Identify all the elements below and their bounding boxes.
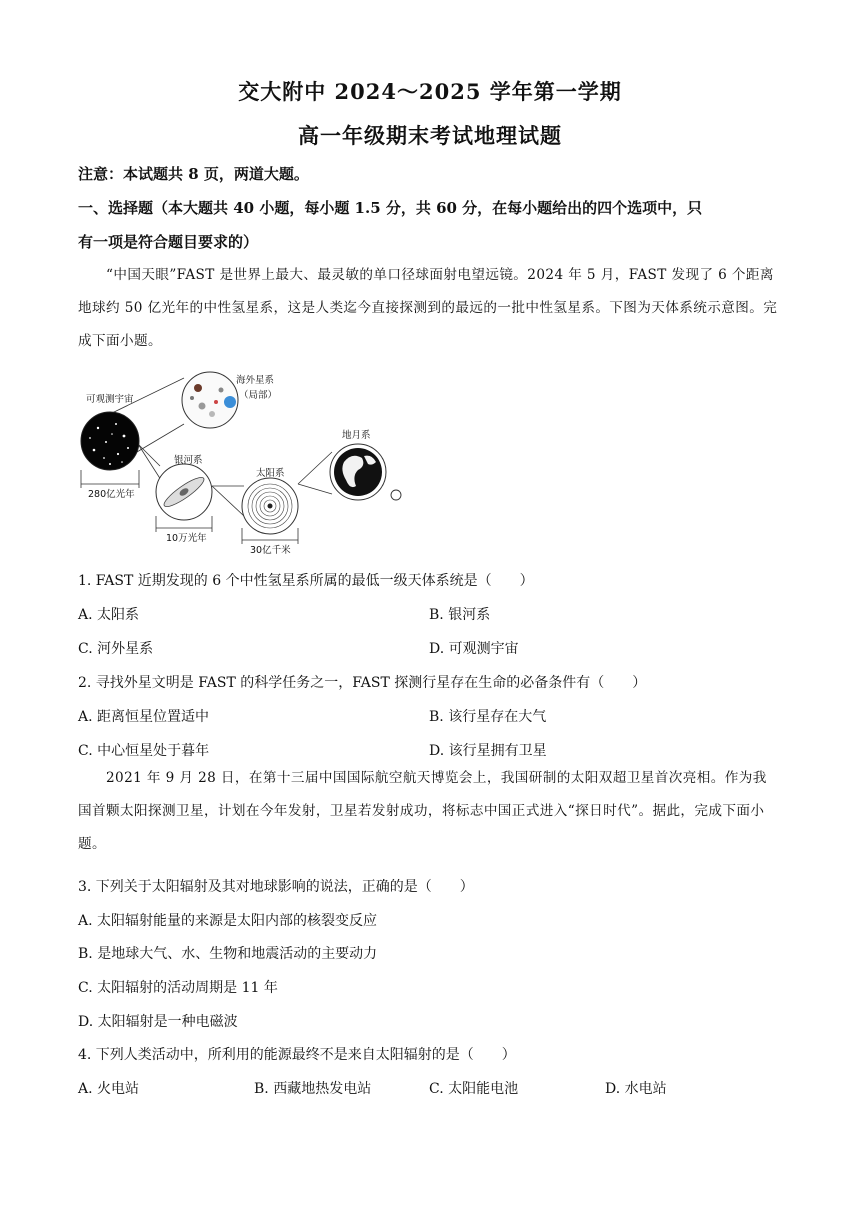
question-1-option-a[interactable]: A. 太阳系 bbox=[78, 607, 140, 623]
question-4-option-b[interactable]: B. 西藏地热发电站 bbox=[254, 1081, 372, 1097]
question-1-stem: 1. FAST 近期发现的 6 个中性氢星系所属的最低一级天体系统是（ ） bbox=[78, 573, 534, 589]
exam-notice: 注意：本试题共 8 页，两道大题。 bbox=[78, 165, 309, 183]
section-heading-line1: 一、选择题（本大题共 40 小题，每小题 1.5 分，共 60 分，在每小题给出的四个选项中，只 bbox=[78, 199, 703, 217]
exam-title-line2: 高一年级期末考试地理试题 bbox=[298, 123, 562, 148]
question-3-option-c[interactable]: C. 太阳辐射的活动周期是 11 年 bbox=[78, 980, 278, 996]
passage-fast: “中国天眼”FAST 是世界上最大、最灵敏的单口径球面射电望远镜。2024 年 5 月，FAST 发现了 6 个距离地球约 50 亿光年的中性氢星系，这是人类迄今直接探测到的最远的一批中性氢星系。下图为天体系统示意图。完成下面小题。 bbox=[78, 267, 778, 349]
label-partial: （局部） bbox=[239, 390, 278, 401]
label-earth-moon: 地月系 bbox=[342, 430, 371, 441]
label-dim-universe: 280亿光年 bbox=[88, 489, 135, 500]
question-4-stem: 4. 下列人类活动中，所利用的能源最终不是来自太阳辐射的是（ ） bbox=[78, 1047, 516, 1063]
question-3-option-a[interactable]: A. 太阳辐射能量的来源是太阳内部的核裂变反应 bbox=[78, 913, 378, 929]
label-solar-system: 太阳系 bbox=[256, 468, 285, 479]
question-4-option-c[interactable]: C. 太阳能电池 bbox=[429, 1081, 519, 1097]
question-3-option-d[interactable]: D. 太阳辐射是一种电磁波 bbox=[78, 1014, 238, 1030]
label-extragalactic: 海外星系 bbox=[236, 375, 275, 386]
question-2-stem: 2. 寻找外星文明是 FAST 的科学任务之一，FAST 探测行星存在生命的必备条件有（ ） bbox=[78, 675, 647, 691]
question-1-option-d[interactable]: D. 可观测宇宙 bbox=[429, 641, 519, 657]
question-2-option-b[interactable]: B. 该行星存在大气 bbox=[429, 709, 547, 725]
label-observable-universe: 可观测宇宙 bbox=[86, 394, 134, 405]
question-3-stem: 3. 下列关于太阳辐射及其对地球影响的说法，正确的是（ ） bbox=[78, 879, 474, 895]
question-2-option-c[interactable]: C. 中心恒星处于暮年 bbox=[78, 743, 210, 759]
label-milky-way: 银河系 bbox=[174, 455, 203, 466]
question-4-option-a[interactable]: A. 火电站 bbox=[78, 1081, 140, 1097]
question-3-option-b[interactable]: B. 是地球大气、水、生物和地震活动的主要动力 bbox=[78, 946, 378, 962]
question-2-option-d[interactable]: D. 该行星拥有卫星 bbox=[429, 743, 547, 759]
label-dim-solar: 30亿千米 bbox=[250, 545, 291, 556]
passage-solar-satellite: 2021 年 9 月 28 日，在第十三届中国国际航空航天博览会上，我国研制的太阳双超卫星首次亮相。作为我国首颗太阳探测卫星，计划在今年发射，卫星若发射成功，将标志中国正式进入“探日时代”。据此，完成下面小题。 bbox=[78, 770, 767, 852]
question-1-option-b[interactable]: B. 银河系 bbox=[429, 607, 491, 623]
question-1-option-c[interactable]: C. 河外星系 bbox=[78, 641, 154, 657]
question-4-option-d[interactable]: D. 水电站 bbox=[605, 1081, 667, 1097]
celestial-system-diagram bbox=[76, 366, 416, 556]
exam-title-line1: 交大附中 2024～2025 学年第一学期 bbox=[238, 79, 622, 104]
question-2-option-a[interactable]: A. 距离恒星位置适中 bbox=[78, 709, 210, 725]
label-dim-milky-way: 10万光年 bbox=[166, 533, 207, 544]
section-heading-line2: 有一项是符合题目要求的） bbox=[78, 233, 259, 251]
